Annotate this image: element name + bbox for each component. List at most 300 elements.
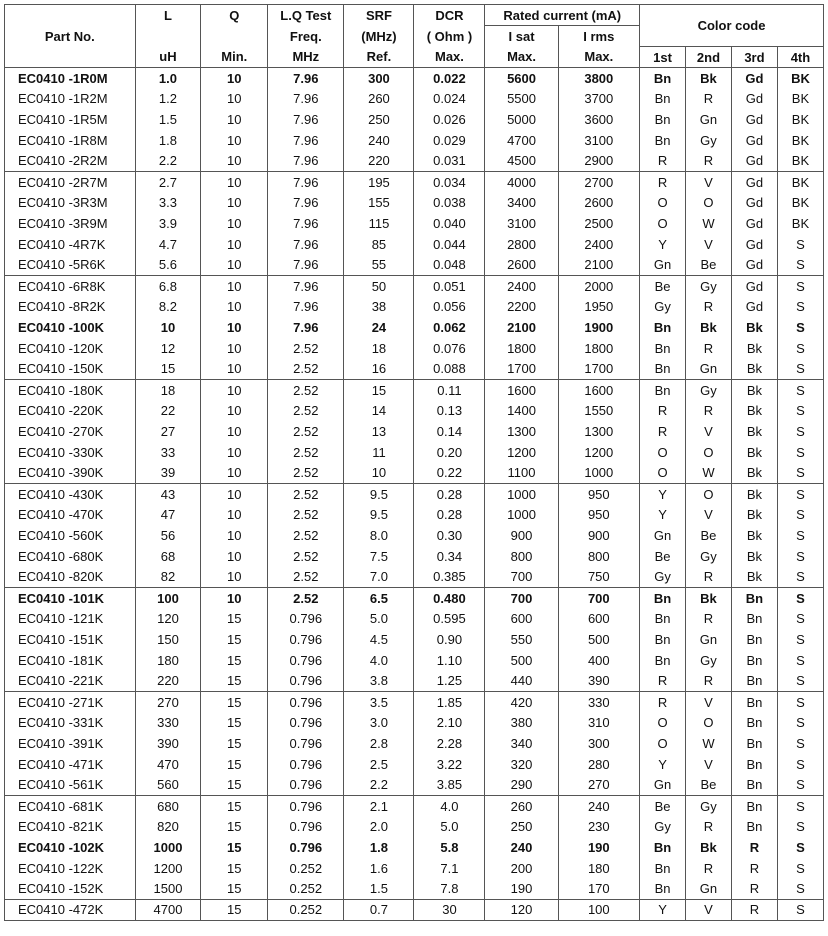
cell-irms: 800 [558, 546, 639, 567]
cell-part-no: EC0410 -1R5M [5, 109, 136, 130]
cell-irms: 300 [558, 733, 639, 754]
cell-color-3rd: Bk [731, 379, 777, 400]
header-srf-unit: (MHz) [344, 26, 414, 47]
cell-color-2nd: Gy [686, 546, 732, 567]
cell-q-min: 10 [201, 546, 268, 567]
cell-color-3rd: Gd [731, 130, 777, 151]
header-rated-current: Rated current (mA) [485, 5, 640, 26]
table-row [5, 691, 824, 712]
cell-dcr: 0.480 [414, 587, 485, 608]
cell-color-1st: Bn [640, 587, 686, 608]
header-irms: I rms [558, 26, 639, 47]
cell-color-1st: O [640, 213, 686, 234]
cell-color-3rd: Bn [731, 795, 777, 816]
cell-color-4th: S [777, 255, 823, 276]
cell-part-no: EC0410 -1R0M [5, 68, 136, 89]
cell-inductance: 2.2 [135, 151, 201, 172]
cell-q-min: 10 [201, 359, 268, 380]
cell-color-4th: S [777, 795, 823, 816]
cell-color-4th: S [777, 442, 823, 463]
cell-inductance: 15 [135, 359, 201, 380]
cell-color-4th: S [777, 567, 823, 588]
cell-color-3rd: Bn [731, 733, 777, 754]
cell-isat: 440 [485, 671, 558, 692]
cell-color-3rd: Bn [731, 712, 777, 733]
table-row [5, 68, 824, 89]
cell-test-freq: 0.796 [268, 608, 344, 629]
cell-test-freq: 2.52 [268, 359, 344, 380]
cell-color-4th: S [777, 608, 823, 629]
cell-inductance: 56 [135, 525, 201, 546]
cell-color-3rd: Bk [731, 546, 777, 567]
cell-irms: 1550 [558, 400, 639, 421]
cell-color-2nd: R [686, 608, 732, 629]
cell-test-freq: 2.52 [268, 442, 344, 463]
cell-isat: 340 [485, 733, 558, 754]
inductor-spec-table [4, 4, 824, 921]
cell-color-2nd: V [686, 421, 732, 442]
cell-srf: 7.0 [344, 567, 414, 588]
table-row [5, 816, 824, 837]
cell-color-4th: S [777, 546, 823, 567]
cell-color-1st: Be [640, 795, 686, 816]
cell-srf: 15 [344, 379, 414, 400]
cell-color-2nd: Bk [686, 587, 732, 608]
cell-isat: 5000 [485, 109, 558, 130]
cell-inductance: 27 [135, 421, 201, 442]
cell-inductance: 6.8 [135, 275, 201, 296]
cell-inductance: 82 [135, 567, 201, 588]
cell-test-freq: 0.796 [268, 754, 344, 775]
cell-isat: 290 [485, 775, 558, 796]
cell-dcr: 0.029 [414, 130, 485, 151]
cell-q-min: 15 [201, 879, 268, 900]
cell-inductance: 820 [135, 816, 201, 837]
cell-color-1st: Gy [640, 567, 686, 588]
table-row [5, 608, 824, 629]
cell-q-min: 15 [201, 754, 268, 775]
cell-part-no: EC0410 -821K [5, 816, 136, 837]
cell-color-3rd: R [731, 879, 777, 900]
cell-color-3rd: Bk [731, 504, 777, 525]
table-row [5, 88, 824, 109]
cell-srf: 85 [344, 234, 414, 255]
cell-part-no: EC0410 -5R6K [5, 255, 136, 276]
cell-color-1st: O [640, 192, 686, 213]
cell-part-no: EC0410 -560K [5, 525, 136, 546]
table-row [5, 421, 824, 442]
cell-irms: 2600 [558, 192, 639, 213]
cell-color-1st: Bn [640, 650, 686, 671]
cell-color-3rd: Gd [731, 192, 777, 213]
cell-isat: 900 [485, 525, 558, 546]
table-row [5, 338, 824, 359]
header-l: L [135, 5, 201, 26]
cell-color-4th: BK [777, 109, 823, 130]
cell-test-freq: 7.96 [268, 317, 344, 338]
cell-dcr: 0.038 [414, 192, 485, 213]
cell-inductance: 33 [135, 442, 201, 463]
cell-srf: 13 [344, 421, 414, 442]
cell-part-no: EC0410 -150K [5, 359, 136, 380]
cell-part-no: EC0410 -120K [5, 338, 136, 359]
cell-test-freq: 2.52 [268, 400, 344, 421]
cell-test-freq: 7.96 [268, 213, 344, 234]
cell-part-no: EC0410 -4R7K [5, 234, 136, 255]
cell-isat: 240 [485, 837, 558, 858]
cell-part-no: EC0410 -2R7M [5, 171, 136, 192]
table-row [5, 109, 824, 130]
cell-color-3rd: Gd [731, 255, 777, 276]
cell-color-1st: Bn [640, 130, 686, 151]
header-srf-ref: Ref. [344, 47, 414, 68]
cell-isat: 3400 [485, 192, 558, 213]
cell-irms: 390 [558, 671, 639, 692]
cell-q-min: 10 [201, 192, 268, 213]
cell-q-min: 15 [201, 650, 268, 671]
cell-q-min: 15 [201, 775, 268, 796]
cell-color-3rd: Gd [731, 296, 777, 317]
cell-part-no: EC0410 -121K [5, 608, 136, 629]
cell-isat: 380 [485, 712, 558, 733]
cell-test-freq: 7.96 [268, 151, 344, 172]
cell-dcr: 0.026 [414, 109, 485, 130]
cell-irms: 2900 [558, 151, 639, 172]
cell-irms: 100 [558, 899, 639, 920]
header-dcr: DCR [414, 5, 485, 26]
cell-color-4th: S [777, 650, 823, 671]
cell-dcr: 0.34 [414, 546, 485, 567]
cell-test-freq: 0.796 [268, 650, 344, 671]
cell-srf: 6.5 [344, 587, 414, 608]
cell-color-1st: R [640, 421, 686, 442]
cell-srf: 2.0 [344, 816, 414, 837]
cell-color-3rd: Gd [731, 275, 777, 296]
cell-color-1st: Bn [640, 837, 686, 858]
cell-part-no: EC0410 -470K [5, 504, 136, 525]
cell-irms: 3700 [558, 88, 639, 109]
cell-inductance: 2.7 [135, 171, 201, 192]
header-lq-freq: Freq. [268, 26, 344, 47]
table-row [5, 442, 824, 463]
table-row [5, 317, 824, 338]
cell-part-no: EC0410 -330K [5, 442, 136, 463]
cell-color-4th: S [777, 463, 823, 484]
cell-isat: 420 [485, 691, 558, 712]
cell-color-1st: Gn [640, 255, 686, 276]
cell-inductance: 120 [135, 608, 201, 629]
cell-dcr: 0.044 [414, 234, 485, 255]
cell-color-4th: S [777, 504, 823, 525]
cell-test-freq: 2.52 [268, 504, 344, 525]
cell-color-4th: S [777, 837, 823, 858]
cell-irms: 2400 [558, 234, 639, 255]
cell-test-freq: 2.52 [268, 525, 344, 546]
cell-color-3rd: Bn [731, 775, 777, 796]
cell-color-4th: S [777, 400, 823, 421]
cell-dcr: 7.1 [414, 858, 485, 879]
cell-color-1st: Bn [640, 629, 686, 650]
cell-irms: 330 [558, 691, 639, 712]
cell-inductance: 1500 [135, 879, 201, 900]
cell-test-freq: 7.96 [268, 171, 344, 192]
cell-srf: 9.5 [344, 504, 414, 525]
cell-dcr: 0.20 [414, 442, 485, 463]
cell-inductance: 4.7 [135, 234, 201, 255]
cell-inductance: 12 [135, 338, 201, 359]
cell-srf: 115 [344, 213, 414, 234]
cell-test-freq: 7.96 [268, 296, 344, 317]
cell-dcr: 0.062 [414, 317, 485, 338]
cell-q-min: 10 [201, 88, 268, 109]
cell-color-2nd: O [686, 442, 732, 463]
cell-test-freq: 2.52 [268, 567, 344, 588]
cell-isat: 550 [485, 629, 558, 650]
cell-color-4th: S [777, 899, 823, 920]
cell-irms: 2000 [558, 275, 639, 296]
table-row [5, 546, 824, 567]
table-row [5, 504, 824, 525]
cell-dcr: 0.022 [414, 68, 485, 89]
cell-color-1st: R [640, 691, 686, 712]
cell-color-2nd: Gy [686, 795, 732, 816]
cell-test-freq: 0.796 [268, 671, 344, 692]
cell-inductance: 1000 [135, 837, 201, 858]
cell-color-1st: Y [640, 754, 686, 775]
cell-inductance: 390 [135, 733, 201, 754]
cell-srf: 14 [344, 400, 414, 421]
cell-srf: 16 [344, 359, 414, 380]
cell-color-3rd: Bn [731, 587, 777, 608]
cell-q-min: 10 [201, 151, 268, 172]
cell-color-4th: S [777, 712, 823, 733]
cell-isat: 2100 [485, 317, 558, 338]
cell-isat: 1400 [485, 400, 558, 421]
cell-color-3rd: Gd [731, 68, 777, 89]
table-row [5, 879, 824, 900]
cell-dcr: 0.048 [414, 255, 485, 276]
cell-color-2nd: V [686, 234, 732, 255]
cell-color-2nd: Bk [686, 837, 732, 858]
cell-irms: 180 [558, 858, 639, 879]
cell-q-min: 10 [201, 400, 268, 421]
cell-q-min: 10 [201, 171, 268, 192]
cell-isat: 4000 [485, 171, 558, 192]
cell-isat: 1000 [485, 504, 558, 525]
cell-dcr: 2.28 [414, 733, 485, 754]
cell-isat: 1800 [485, 338, 558, 359]
cell-color-4th: BK [777, 171, 823, 192]
cell-color-4th: S [777, 338, 823, 359]
cell-color-4th: S [777, 275, 823, 296]
cell-color-3rd: Bk [731, 338, 777, 359]
cell-color-2nd: R [686, 296, 732, 317]
cell-srf: 300 [344, 68, 414, 89]
table-row [5, 463, 824, 484]
cell-color-1st: O [640, 733, 686, 754]
cell-color-4th: BK [777, 68, 823, 89]
cell-part-no: EC0410 -271K [5, 691, 136, 712]
cell-test-freq: 0.796 [268, 775, 344, 796]
cell-dcr: 0.040 [414, 213, 485, 234]
cell-q-min: 10 [201, 587, 268, 608]
cell-part-no: EC0410 -3R3M [5, 192, 136, 213]
cell-color-2nd: R [686, 858, 732, 879]
table-row [5, 629, 824, 650]
cell-srf: 240 [344, 130, 414, 151]
cell-q-min: 10 [201, 213, 268, 234]
cell-color-1st: Bn [640, 88, 686, 109]
cell-irms: 170 [558, 879, 639, 900]
cell-color-1st: R [640, 151, 686, 172]
cell-q-min: 10 [201, 296, 268, 317]
cell-test-freq: 7.96 [268, 234, 344, 255]
cell-part-no: EC0410 -430K [5, 483, 136, 504]
cell-q-min: 10 [201, 68, 268, 89]
cell-dcr: 0.034 [414, 171, 485, 192]
cell-dcr: 3.85 [414, 775, 485, 796]
cell-dcr: 0.11 [414, 379, 485, 400]
table-row [5, 483, 824, 504]
cell-inductance: 4700 [135, 899, 201, 920]
cell-inductance: 39 [135, 463, 201, 484]
table-row [5, 255, 824, 276]
table-row [5, 858, 824, 879]
cell-color-4th: S [777, 234, 823, 255]
cell-srf: 3.8 [344, 671, 414, 692]
cell-color-1st: Be [640, 546, 686, 567]
cell-inductance: 18 [135, 379, 201, 400]
cell-part-no: EC0410 -390K [5, 463, 136, 484]
cell-color-3rd: Bk [731, 317, 777, 338]
cell-srf: 260 [344, 88, 414, 109]
cell-color-1st: Bn [640, 359, 686, 380]
cell-srf: 24 [344, 317, 414, 338]
cell-irms: 1800 [558, 338, 639, 359]
cell-dcr: 0.088 [414, 359, 485, 380]
cell-inductance: 220 [135, 671, 201, 692]
header-color-1st: 1st [640, 47, 686, 68]
cell-irms: 190 [558, 837, 639, 858]
cell-color-1st: O [640, 442, 686, 463]
cell-srf: 11 [344, 442, 414, 463]
cell-part-no: EC0410 -820K [5, 567, 136, 588]
cell-isat: 1600 [485, 379, 558, 400]
cell-q-min: 15 [201, 712, 268, 733]
cell-color-3rd: Bn [731, 691, 777, 712]
cell-dcr: 1.85 [414, 691, 485, 712]
cell-dcr: 3.22 [414, 754, 485, 775]
cell-q-min: 15 [201, 629, 268, 650]
cell-irms: 2700 [558, 171, 639, 192]
cell-srf: 250 [344, 109, 414, 130]
cell-inductance: 470 [135, 754, 201, 775]
cell-isat: 4700 [485, 130, 558, 151]
cell-irms: 700 [558, 587, 639, 608]
cell-color-3rd: Bn [731, 816, 777, 837]
cell-test-freq: 0.252 [268, 858, 344, 879]
cell-color-3rd: Gd [731, 151, 777, 172]
cell-inductance: 560 [135, 775, 201, 796]
cell-color-4th: BK [777, 213, 823, 234]
cell-color-2nd: O [686, 712, 732, 733]
cell-color-3rd: Bk [731, 483, 777, 504]
cell-srf: 3.0 [344, 712, 414, 733]
cell-test-freq: 0.796 [268, 712, 344, 733]
cell-part-no: EC0410 -270K [5, 421, 136, 442]
cell-color-3rd: Gd [731, 171, 777, 192]
cell-dcr: 0.90 [414, 629, 485, 650]
cell-irms: 1900 [558, 317, 639, 338]
cell-inductance: 47 [135, 504, 201, 525]
cell-q-min: 15 [201, 733, 268, 754]
table-row [5, 130, 824, 151]
table-row [5, 151, 824, 172]
cell-srf: 195 [344, 171, 414, 192]
cell-q-min: 10 [201, 338, 268, 359]
cell-color-3rd: Gd [731, 88, 777, 109]
cell-color-1st: Bn [640, 379, 686, 400]
cell-color-3rd: Gd [731, 109, 777, 130]
cell-inductance: 68 [135, 546, 201, 567]
cell-inductance: 1.2 [135, 88, 201, 109]
cell-color-3rd: Bn [731, 754, 777, 775]
cell-isat: 2400 [485, 275, 558, 296]
cell-srf: 5.0 [344, 608, 414, 629]
cell-inductance: 43 [135, 483, 201, 504]
cell-dcr: 7.8 [414, 879, 485, 900]
cell-color-2nd: V [686, 691, 732, 712]
cell-part-no: EC0410 -3R9M [5, 213, 136, 234]
cell-irms: 950 [558, 483, 639, 504]
table-row [5, 296, 824, 317]
cell-color-1st: Gn [640, 525, 686, 546]
cell-color-4th: S [777, 483, 823, 504]
table-row [5, 587, 824, 608]
cell-q-min: 10 [201, 567, 268, 588]
header-isat: I sat [485, 26, 558, 47]
cell-srf: 4.5 [344, 629, 414, 650]
cell-part-no: EC0410 -181K [5, 650, 136, 671]
cell-color-3rd: Bn [731, 650, 777, 671]
cell-color-2nd: Gn [686, 629, 732, 650]
cell-srf: 2.2 [344, 775, 414, 796]
cell-isat: 320 [485, 754, 558, 775]
cell-srf: 38 [344, 296, 414, 317]
cell-test-freq: 2.52 [268, 463, 344, 484]
cell-color-4th: S [777, 858, 823, 879]
cell-part-no: EC0410 -6R8K [5, 275, 136, 296]
table-row [5, 192, 824, 213]
cell-color-2nd: Bk [686, 317, 732, 338]
cell-color-1st: Be [640, 275, 686, 296]
cell-q-min: 15 [201, 837, 268, 858]
cell-part-no: EC0410 -221K [5, 671, 136, 692]
cell-color-1st: R [640, 400, 686, 421]
cell-q-min: 10 [201, 109, 268, 130]
cell-part-no: EC0410 -1R2M [5, 88, 136, 109]
cell-color-1st: Bn [640, 109, 686, 130]
cell-dcr: 0.076 [414, 338, 485, 359]
table-body [5, 68, 824, 921]
cell-srf: 1.6 [344, 858, 414, 879]
cell-inductance: 680 [135, 795, 201, 816]
header-l-unit: uH [135, 47, 201, 68]
cell-irms: 900 [558, 525, 639, 546]
cell-srf: 4.0 [344, 650, 414, 671]
cell-q-min: 10 [201, 234, 268, 255]
cell-color-2nd: Be [686, 775, 732, 796]
